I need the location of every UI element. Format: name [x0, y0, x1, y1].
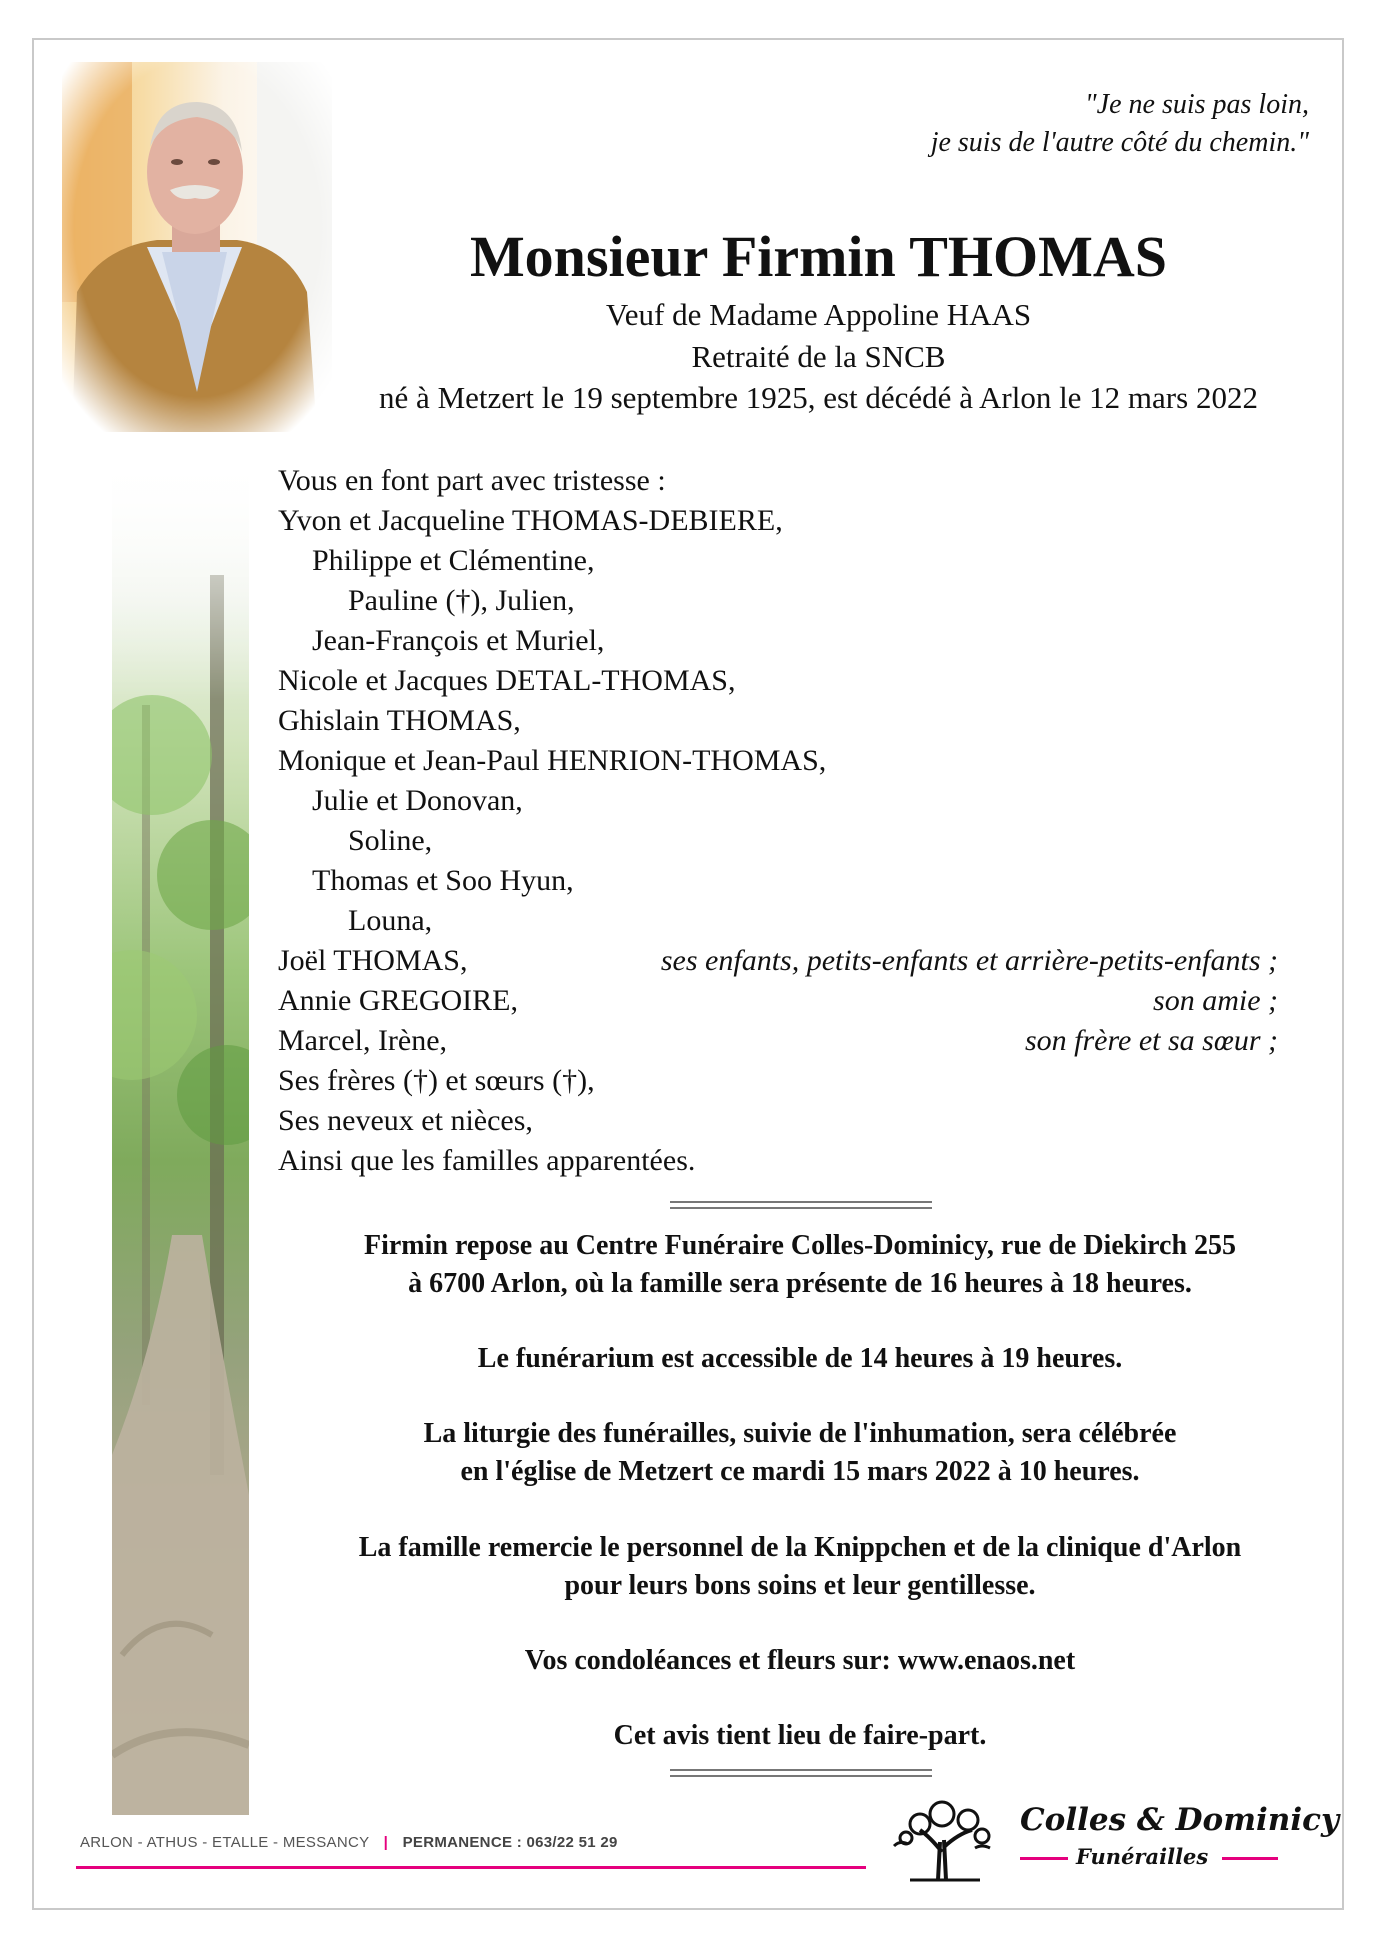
family-name: Annie GREGOIRE, [278, 984, 518, 1017]
family-line: Ainsi que les familles apparentées. [278, 1144, 696, 1177]
family-line: Julie et Donovan, [312, 784, 523, 817]
family-line: Louna, [348, 904, 433, 937]
family-line: Nicole et Jacques DETAL-THOMAS, [278, 664, 736, 697]
family-line: Monique et Jean-Paul HENRION-THOMAS, [278, 744, 827, 777]
family-line: Thomas et Soo Hyun, [312, 864, 574, 897]
family-intro: Vous en font part avec tristesse : [278, 464, 666, 497]
family-line: Jean-François et Muriel, [312, 624, 605, 657]
quote-line-2: je suis de l'autre côté du chemin." [930, 127, 1309, 158]
thanks-line-1: La famille remercie le personnel de la Knippchen et de la clinique d'Arlon [358, 1532, 1242, 1563]
family-line: Pauline (†), Julien, [348, 584, 575, 617]
relation-friend: son amie ; [1153, 984, 1278, 1017]
footer-contact [80, 1834, 618, 1851]
quote-line-1: "Je ne suis pas loin, [1084, 89, 1309, 120]
liturgy-line-1: La liturgie des funérailles, suivie de l'inhumation, sera célébrée [423, 1418, 1177, 1449]
condolences-info: Vos condoléances et fleurs sur: www.enaos.net [524, 1645, 1076, 1676]
notice-info: Cet avis tient lieu de faire-part. [613, 1720, 987, 1751]
family-line: Yvon et Jacqueline THOMAS-DEBIERE, [278, 504, 783, 537]
footer-accent-line [76, 1866, 866, 1869]
family-name: Joël THOMAS, [278, 944, 468, 977]
family-line: Ses frères (†) et sœurs (†), [278, 1064, 595, 1097]
repose-info [270, 1227, 1330, 1303]
family-line: Ghislain THOMAS, [278, 704, 521, 737]
double-separator [670, 1201, 932, 1209]
family-line: Philippe et Clémentine, [312, 544, 595, 577]
epitaph-quote [931, 86, 1309, 162]
tree-logo-icon [880, 1792, 1015, 1882]
relation-siblings: son frère et sa sœur ; [1024, 1024, 1278, 1057]
forest-path-image [112, 455, 249, 1815]
family-name: Marcel, Irène, [278, 1024, 448, 1057]
access-info: Le funérarium est accessible de 14 heures à 19 heures. [477, 1343, 1123, 1374]
logo-accent-line [1020, 1857, 1068, 1860]
logo-subtitle: Funérailles [1076, 1844, 1209, 1869]
thanks-line-2: pour leurs bons soins et leur gentillesse. [564, 1570, 1036, 1601]
relation-children: ses enfants, petits-enfants et arrière-petits-enfants ; [660, 944, 1278, 977]
funeral-home-logo [880, 1792, 1339, 1882]
family-line [278, 981, 1278, 1021]
footer-permanence: PERMANENCE : 063/22 51 29 [402, 1834, 618, 1851]
footer-locations: ARLON - ATHUS - ETALLE - MESSANCY [80, 1834, 370, 1851]
double-separator [670, 1769, 932, 1777]
liturgy-line-2: en l'église de Metzert ce mardi 15 mars 2022 à 10 heures. [460, 1456, 1140, 1487]
family-line [278, 1021, 1278, 1061]
repose-line-1: Firmin repose au Centre Funéraire Colles-Dominicy, rue de Diekirch 255 [363, 1230, 1237, 1261]
logo-accent-line [1222, 1857, 1278, 1860]
family-line: Soline, [348, 824, 433, 857]
deceased-name: Monsieur Firmin THOMAS [469, 224, 1168, 289]
widower-line: Veuf de Madame Appoline HAAS [605, 297, 1032, 332]
dates-line: né à Metzert le 19 septembre 1925, est décédé à Arlon le 12 mars 2022 [379, 380, 1258, 415]
repose-line-2: à 6700 Arlon, où la famille sera présente de 16 heures à 18 heures. [408, 1268, 1192, 1299]
retired-line: Retraité de la SNCB [691, 339, 946, 374]
family-list [278, 461, 1278, 1181]
liturgy-info [270, 1415, 1330, 1491]
thanks-info [270, 1529, 1330, 1605]
family-line [278, 941, 1278, 981]
logo-name: Colles & Dominicy [1020, 1802, 1339, 1838]
family-line: Ses neveux et nièces, [278, 1104, 533, 1137]
footer-separator: | [383, 1834, 389, 1851]
